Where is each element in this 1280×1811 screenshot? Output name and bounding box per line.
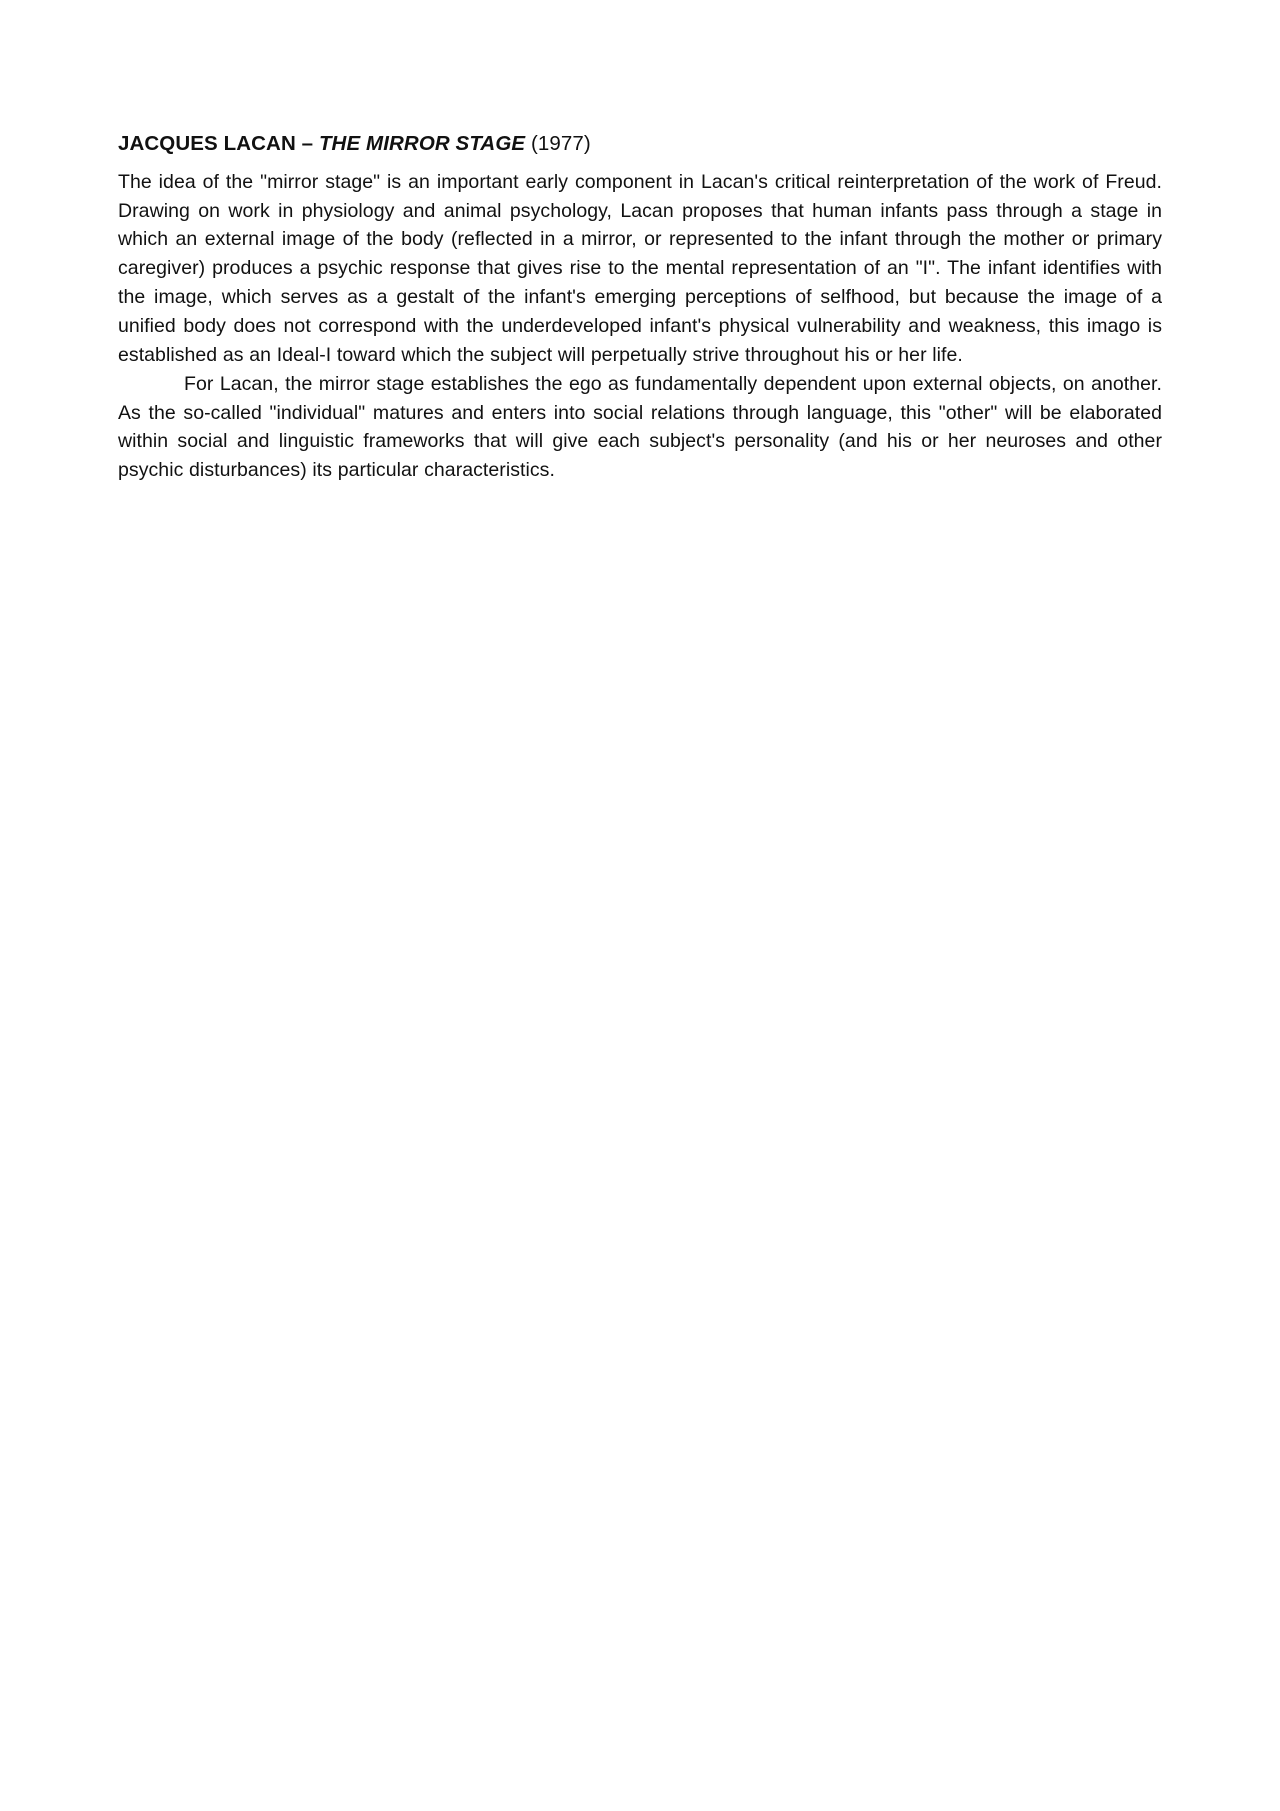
title-work: THE MIRROR STAGE [318,132,526,155]
paragraph-1: The idea of the "mirror stage" is an important early component in Lacan's critical reinterpretation of the work of Freud. Drawing on work in physiology and animal psychology, Lacan proposes that human infants pass through a stage in which an external image of the body (reflected in a mirror, or represented to the infant through the mother or primary caregiver) produces a psychic response that gives rise to the mental representation of an "I". The infant identifies with the image, which serves as a gestalt of the infant's emerging perceptions of selfhood, but because the image of a unified body does not correspond with the underdeveloped infant's physical vulnerability and weakness, this imago is established as an Ideal-I toward which the subject will perpetually strive throughout his or her life. [118,170,1162,366]
paragraph-2: For Lacan, the mirror stage establishes the ego as fundamentally dependent upon external objects, on another. As the so-called "individual" matures and enters into social relations through language, this "other" will be elaborated within social and linguistic frameworks that will give each subject's personality (and his or her neuroses and other psychic disturbances) its particular characteristics. [118,372,1162,482]
title-author: JACQUES LACAN – [118,132,319,155]
title-year: (1977) [525,132,591,155]
page-title [118,130,1162,158]
